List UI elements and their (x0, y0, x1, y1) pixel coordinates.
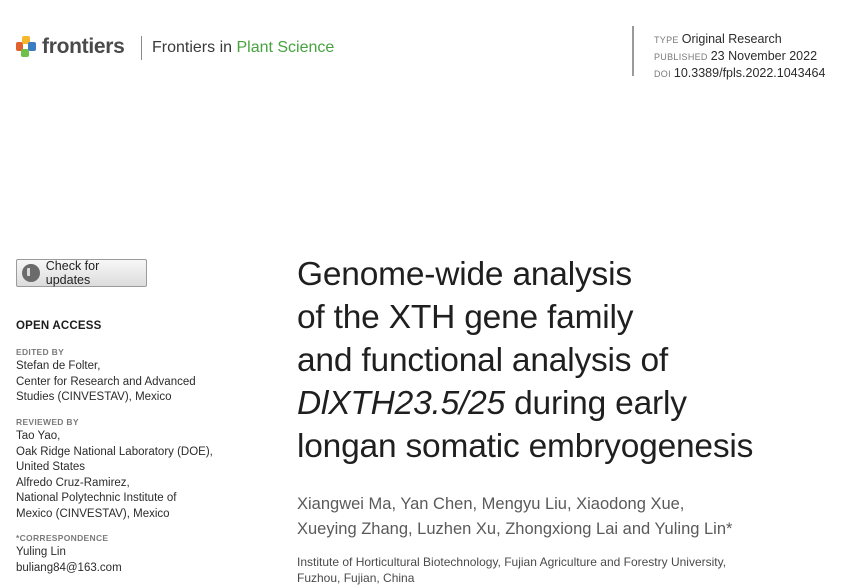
journal-prefix: Frontiers in (152, 39, 237, 56)
reviewer-line: Oak Ridge National Laboratory (DOE), (16, 445, 213, 458)
journal-section: Plant Science (236, 39, 335, 56)
logo-text: frontiers (42, 35, 125, 58)
reviewed-by-section (16, 416, 256, 522)
title-line: DlXTH23.5/25 during early (297, 385, 687, 422)
affiliation-line: Institute of Horticultural Biotechnology, Fujian Agriculture and Forestry University, (297, 555, 727, 569)
title-line: longan somatic embryogenesis (297, 428, 754, 465)
journal-name[interactable] (152, 39, 334, 57)
gene-name: DlXTH23.5/25 (297, 385, 506, 422)
check-for-updates-button[interactable] (16, 259, 147, 287)
meta-type: TYPE Original Research (654, 32, 782, 46)
article-title (297, 253, 753, 468)
frontiers-logo-icon (16, 36, 38, 58)
author-list (297, 492, 732, 542)
meta-doi[interactable]: DOI 10.3389/fpls.2022.1043464 (654, 66, 826, 80)
frontiers-logo[interactable] (16, 35, 124, 59)
reviewer-line: United States (16, 461, 86, 473)
editor-line: Stefan de Folter, (16, 360, 101, 372)
title-line: of the XTH gene family (297, 299, 634, 336)
edited-by-section (16, 346, 256, 406)
edited-by-label: EDITED BY (16, 347, 65, 357)
correspondence-label: *CORRESPONDENCE (16, 533, 109, 543)
open-access-label: OPEN ACCESS (16, 320, 102, 332)
meta-divider (632, 26, 634, 76)
header-divider (141, 36, 142, 60)
editor-line: Studies (CINVESTAV), Mexico (16, 391, 172, 403)
reviewer-line: National Polytechnic Institute of (16, 492, 177, 504)
reviewed-by-label: REVIEWED BY (16, 417, 79, 427)
authors-line: Xueying Zhang, Luzhen Xu, Zhongxiong Lai and Yuling Lin* (297, 520, 733, 538)
check-for-updates-label: Check for updates (45, 259, 100, 287)
meta-published: PUBLISHED 23 November 2022 (654, 49, 818, 63)
reviewer-line: Mexico (CINVESTAV), Mexico (16, 507, 170, 520)
title-line: Genome-wide analysis (297, 256, 632, 293)
correspondence-section (16, 532, 256, 576)
affiliation (297, 555, 726, 586)
check-updates-icon (22, 264, 40, 282)
correspondence-email[interactable]: buliang84@163.com (16, 561, 122, 574)
reviewer-line: Tao Yao, (16, 430, 61, 442)
correspondence-name: Yuling Lin (16, 546, 66, 558)
title-line: and functional analysis of (297, 342, 668, 379)
editor-line: Center for Research and Advanced (16, 375, 196, 388)
authors-line: Xiangwei Ma, Yan Chen, Mengyu Liu, Xiaodong Xue, (297, 495, 685, 513)
affiliation-line: Fuzhou, Fujian, China (297, 570, 415, 585)
article-meta (654, 31, 825, 82)
reviewer-line: Alfredo Cruz-Ramirez, (16, 476, 130, 489)
